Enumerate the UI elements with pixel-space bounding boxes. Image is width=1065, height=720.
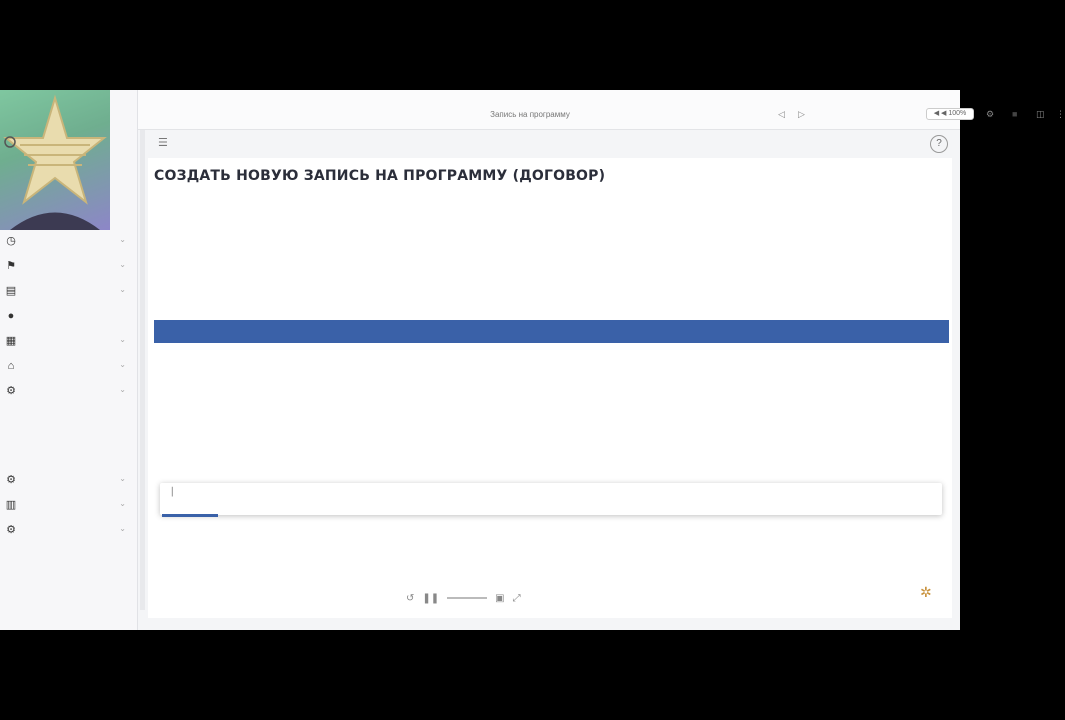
zoom-control[interactable]: ◀ ◀ 100% bbox=[926, 108, 974, 120]
sidebar bbox=[0, 90, 138, 630]
dropdown-option[interactable]: │ bbox=[170, 487, 175, 496]
star-emblem-icon bbox=[0, 90, 110, 230]
media-controls bbox=[406, 590, 546, 606]
home-icon: ⌂ bbox=[7, 359, 15, 372]
app-header bbox=[150, 130, 960, 160]
sidebar-item-3[interactable] bbox=[0, 303, 138, 328]
chevron-down-icon: ⌄ bbox=[119, 524, 126, 533]
sidebar-item-2[interactable] bbox=[0, 278, 138, 303]
tab-2[interactable] bbox=[552, 320, 751, 343]
tab-1[interactable] bbox=[353, 320, 552, 343]
fullscreen-icon[interactable]: ▣ bbox=[495, 592, 505, 604]
settings-icon: ⚙ bbox=[6, 524, 16, 536]
replay-icon[interactable]: ↺ bbox=[406, 592, 415, 604]
screen bbox=[0, 90, 1065, 630]
forward-icon[interactable]: ▷ bbox=[798, 109, 805, 119]
calendar-icon: ▦ bbox=[5, 335, 17, 347]
select-dropdown-menu[interactable] bbox=[160, 483, 942, 515]
run-icon: ⚑ bbox=[6, 260, 16, 272]
window-title: Запись на программу bbox=[490, 110, 570, 119]
letterbox-bottom bbox=[0, 630, 960, 720]
chevron-down-icon: ⌄ bbox=[119, 385, 126, 394]
hamburger-menu-icon[interactable]: ☰ bbox=[158, 137, 168, 149]
tab-3[interactable] bbox=[750, 320, 949, 343]
page-title: СОЗДАТЬ НОВУЮ ЗАПИСЬ НА ПРОГРАММУ (ДОГОВОР) bbox=[154, 168, 606, 184]
sidebar-item-4[interactable] bbox=[0, 328, 138, 353]
window-titlebar bbox=[110, 90, 1065, 130]
back-icon[interactable]: ◁ bbox=[778, 109, 785, 119]
gear-icon[interactable]: ⚙ bbox=[986, 109, 995, 119]
settings-gear-icon[interactable]: ✲ bbox=[920, 584, 932, 600]
sidebar-scrollbar[interactable] bbox=[140, 130, 145, 610]
settings-icon: ⚙ bbox=[6, 385, 16, 397]
sidebar-item-6[interactable] bbox=[0, 378, 138, 403]
help-icon[interactable]: ? bbox=[930, 135, 948, 153]
chart-icon: ▥ bbox=[5, 499, 17, 511]
sidebar-item-1[interactable] bbox=[0, 253, 138, 278]
sidebar-item-bottom-0[interactable] bbox=[0, 467, 138, 492]
chevron-down-icon: ⌄ bbox=[119, 360, 126, 369]
chevron-down-icon: ⌄ bbox=[119, 260, 126, 269]
form-tabs bbox=[154, 320, 949, 343]
settings-icon: ⚙ bbox=[6, 474, 16, 486]
chevron-down-icon: ⌄ bbox=[119, 474, 126, 483]
letterbox-top bbox=[0, 0, 960, 90]
clock-icon: ◷ bbox=[6, 235, 16, 247]
sidebar-nav bbox=[0, 228, 138, 542]
tab-0[interactable] bbox=[154, 320, 353, 343]
chevron-down-icon: ⌄ bbox=[119, 235, 126, 244]
sidebar-item-bottom-1[interactable] bbox=[0, 492, 138, 517]
logo bbox=[0, 90, 110, 230]
sidebar-item-5[interactable] bbox=[0, 353, 138, 378]
expand-icon[interactable]: ⤢ bbox=[512, 592, 521, 604]
extensions-icon[interactable]: ◫ bbox=[1036, 109, 1045, 119]
seek-bar[interactable] bbox=[447, 597, 487, 599]
sidebar-item-bottom-2[interactable] bbox=[0, 517, 138, 542]
menu-icon[interactable]: ⋮ bbox=[1056, 109, 1065, 119]
doc-icon: ▤ bbox=[5, 285, 17, 297]
sidebar-item-0[interactable] bbox=[0, 228, 138, 253]
tab-indicator bbox=[162, 514, 218, 517]
user-icon: ● bbox=[7, 309, 15, 322]
sidebar-subitems bbox=[0, 403, 138, 467]
bookmark-icon[interactable]: ■ bbox=[1012, 109, 1018, 119]
chevron-down-icon: ⌄ bbox=[119, 285, 126, 294]
chevron-down-icon: ⌄ bbox=[119, 335, 126, 344]
pause-icon[interactable]: ❚❚ bbox=[422, 592, 440, 604]
main-content bbox=[148, 158, 952, 618]
chevron-down-icon: ⌄ bbox=[119, 499, 126, 508]
